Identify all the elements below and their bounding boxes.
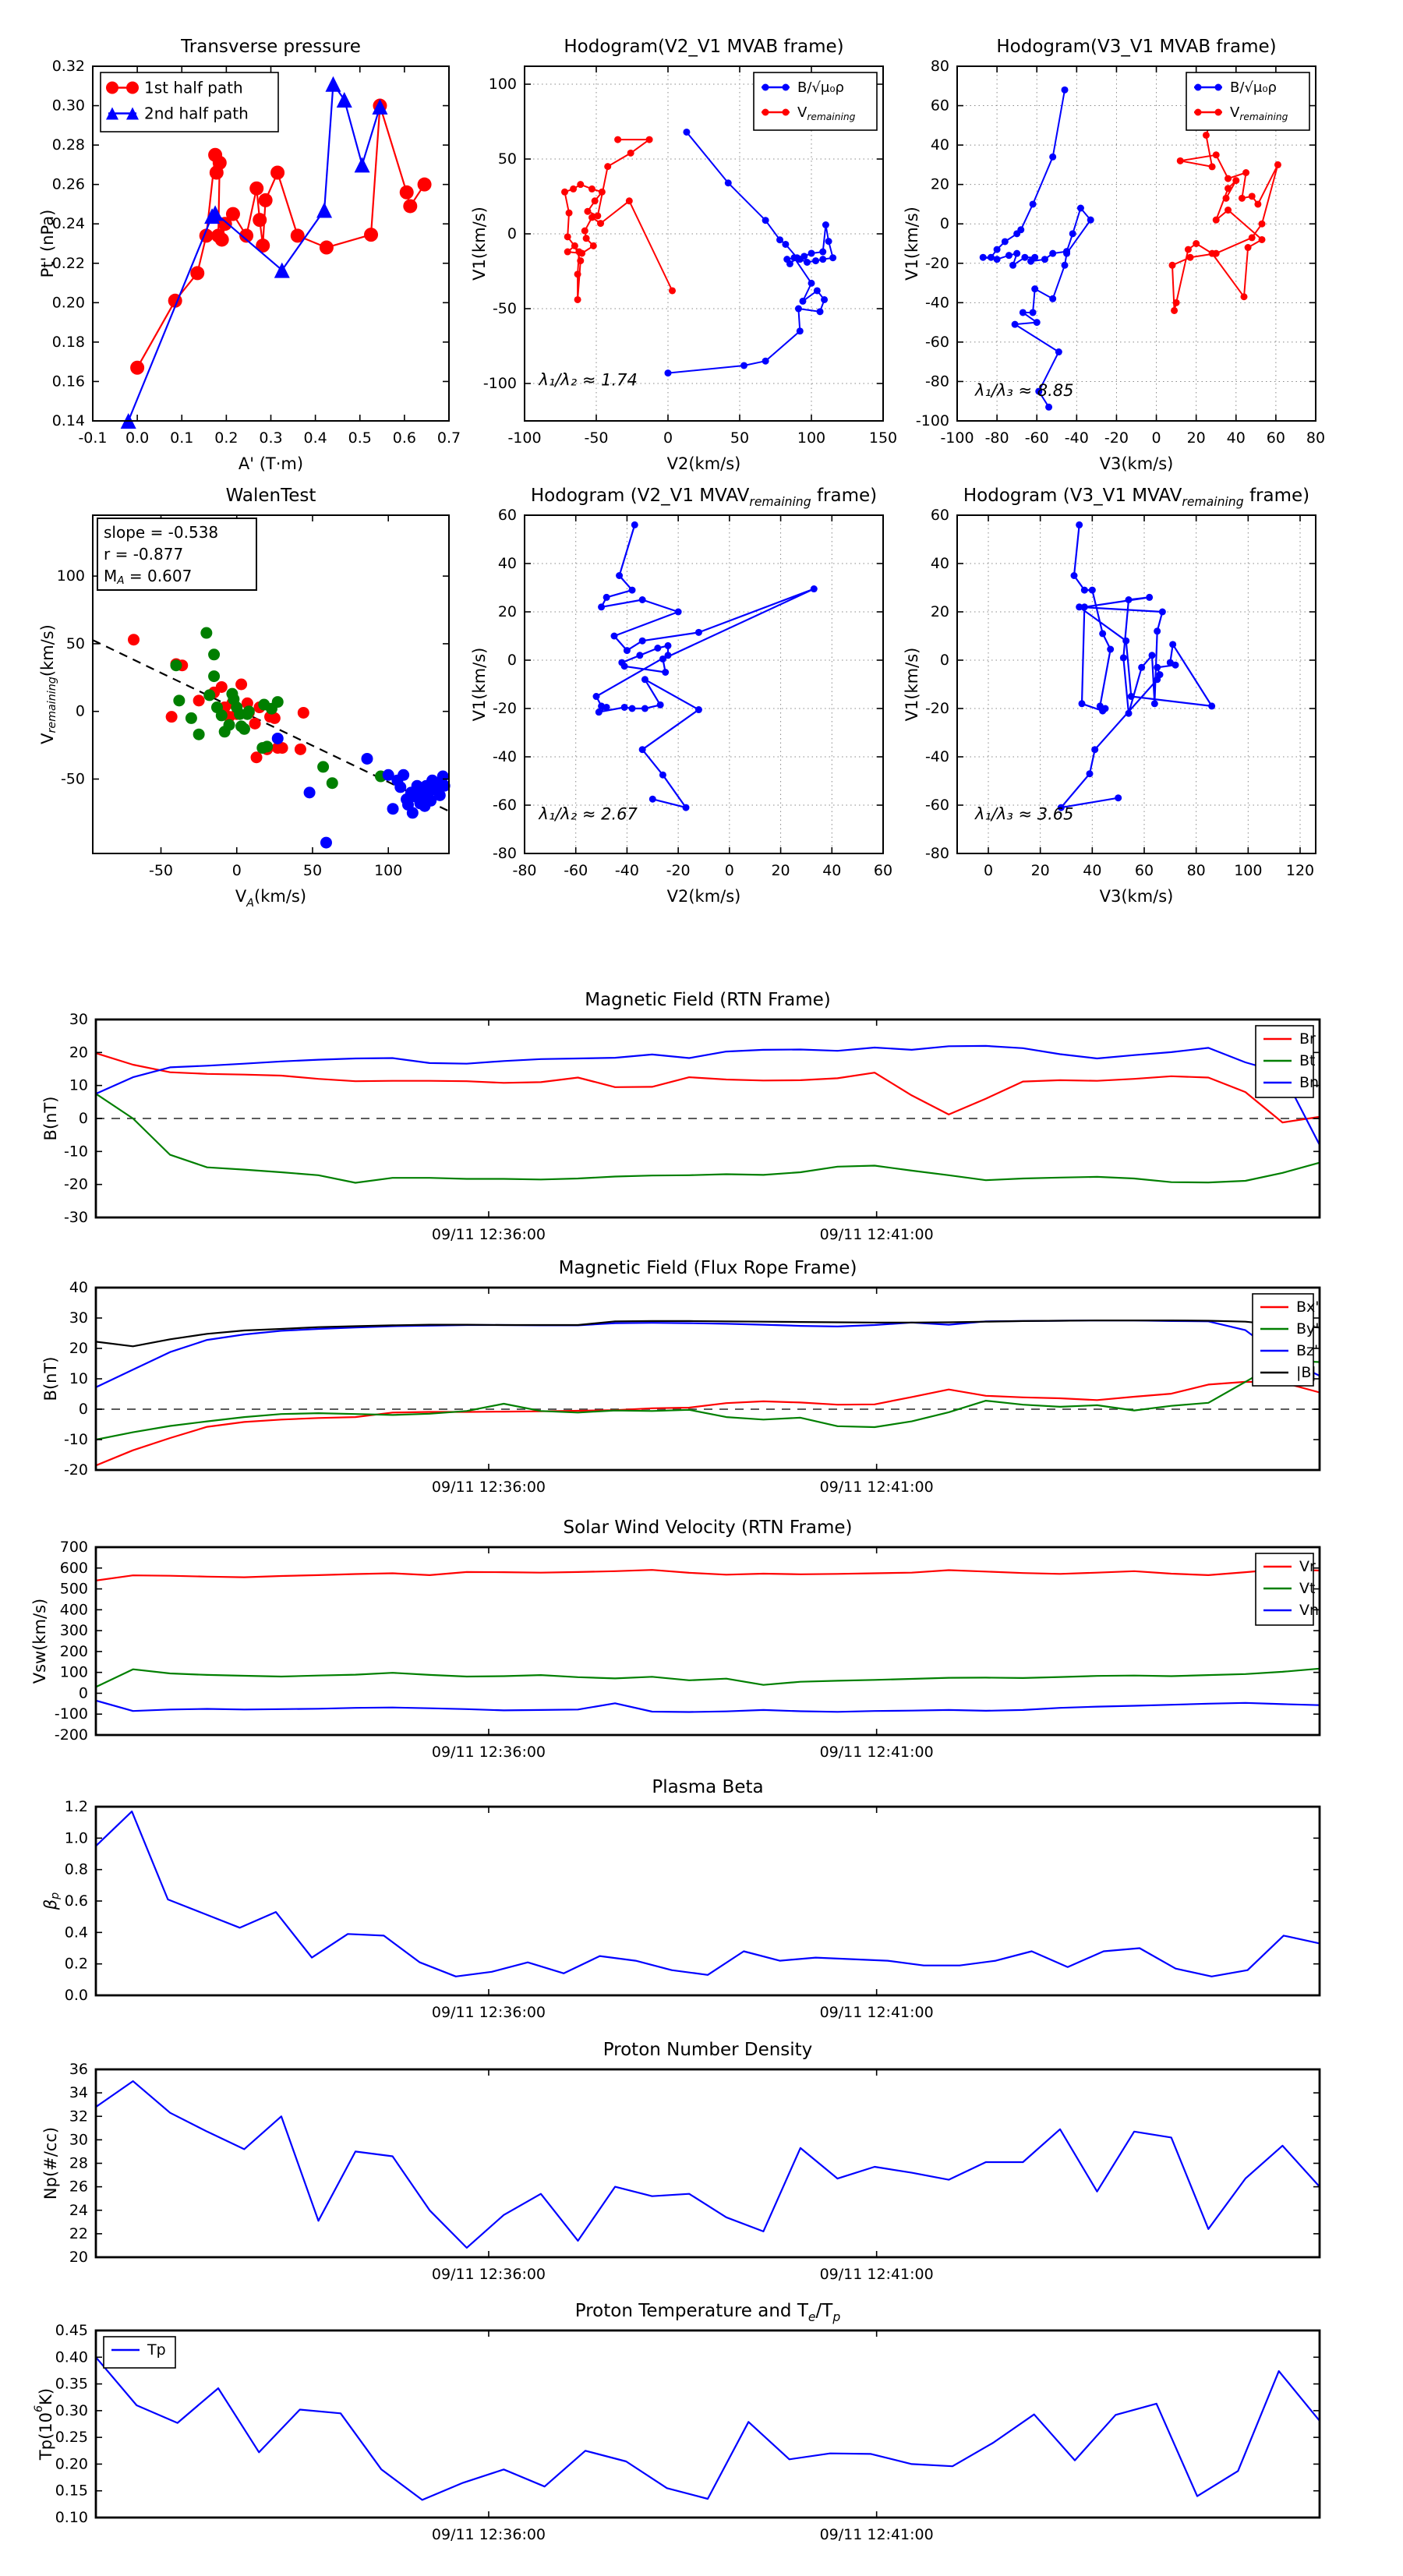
hodogram-v3v1-mvab-ylabel: V1(km/s) — [903, 207, 921, 281]
walen-test-xtick: 100 — [374, 862, 403, 879]
walen-test-xtick: -50 — [148, 862, 174, 879]
solar-wind-velocity-legend-label: Vn — [1299, 1602, 1320, 1619]
hodogram-v2v1-mvab-ytick: 100 — [488, 76, 517, 94]
walen-test-xtick: 50 — [302, 862, 323, 879]
walen-test-stats-line: r = -0.877 — [104, 545, 184, 564]
hodogram-v3v1-mvav-ytick: 40 — [930, 555, 949, 572]
hodogram-v3v1-mvav-ytick: 0 — [939, 652, 949, 669]
proton-temperature-title: Proton Temperature and $T_e/T_p$ — [574, 2301, 841, 2324]
hodogram-v3v1-mvab-ytick: 20 — [930, 175, 949, 193]
proton-number-density-ytick: 26 — [69, 2178, 88, 2196]
magnetic-field-flux-rope-legend — [1253, 1294, 1320, 1386]
proton-temperature-ytick: 0.45 — [55, 2322, 88, 2339]
solar-wind-velocity — [30, 1518, 1320, 1761]
hodogram-v3v1-mvav — [903, 486, 1316, 906]
magnetic-field-flux-rope-legend-label: Bx' — [1296, 1299, 1320, 1316]
transverse-pressure-xtick: 0.0 — [125, 429, 150, 447]
walen-test-stats-line: $M_A = 0.607$ — [104, 567, 193, 587]
proton-number-density-series-np — [96, 2081, 1320, 2248]
hodogram-v2v1-mvab-series-v-remaining — [561, 136, 676, 303]
hodogram-v3v1-mvab-xtick: -20 — [1104, 429, 1129, 447]
hodogram-v3v1-mvab-ytick: 40 — [930, 136, 949, 154]
transverse-pressure-ytick: 0.24 — [51, 215, 85, 233]
hodogram-v3v1-mvab-xtick: -60 — [1024, 429, 1049, 447]
transverse-pressure-xtick: 0.5 — [348, 429, 372, 447]
hodogram-v3v1-mvab-xlabel: V3(km/s) — [1099, 454, 1174, 473]
transverse-pressure-xtick: 0.7 — [436, 429, 461, 447]
solar-wind-velocity-ytick: 400 — [59, 1601, 88, 1619]
proton-temperature — [33, 2301, 1320, 2543]
hodogram-v2v1-mvav-title: Hodogram (V2_V1 $MVAV_{remaining}$ frame) — [530, 486, 878, 509]
magnetic-field-flux-rope — [41, 1258, 1320, 1496]
hodogram-v3v1-mvab-ytick: -80 — [924, 373, 949, 390]
transverse-pressure-xtick: 0.3 — [259, 429, 283, 447]
walen-test-title: WalenTest — [225, 486, 316, 506]
walen-test-xtick: 0 — [231, 862, 242, 879]
hodogram-v2v1-mvab-ylabel: V1(km/s) — [470, 207, 489, 281]
hodogram-v3v1-mvav-ytick: 20 — [930, 603, 949, 620]
hodogram-v2v1-mvav-ytick: 60 — [497, 507, 517, 524]
solar-wind-velocity-legend-label: Vt — [1299, 1580, 1316, 1597]
hodogram-v2v1-mvab-xtick: 100 — [797, 429, 826, 447]
hodogram-v3v1-mvab-legend — [1186, 72, 1309, 130]
hodogram-v3v1-mvab-ytick: 80 — [930, 58, 949, 75]
magnetic-field-rtn-ytick: 20 — [69, 1044, 88, 1062]
walen-test-ytick: 100 — [56, 567, 85, 585]
hodogram-v2v1-mvav-ylabel: V1(km/s) — [470, 647, 489, 722]
transverse-pressure-legend-label: 1st half path — [144, 78, 243, 97]
transverse-pressure-ytick: 0.20 — [51, 294, 85, 312]
walen-test-ylabel: $V_{remaining}(km/s)$ — [38, 624, 58, 744]
plasma-beta-xtick: 09/11 12:41:00 — [819, 2004, 934, 2021]
hodogram-v3v1-mvav-xtick: 80 — [1186, 862, 1206, 879]
hodogram-v3v1-mvab-ytick: -20 — [924, 254, 949, 272]
hodogram-v3v1-mvav-ytick: -20 — [924, 700, 949, 717]
hodogram-v3v1-mvab-ytick: -100 — [915, 412, 949, 429]
hodogram-v2v1-mvab-ytick: 50 — [497, 150, 517, 168]
transverse-pressure-ytick: 0.16 — [51, 373, 85, 390]
transverse-pressure-ytick: 0.14 — [51, 412, 85, 429]
solar-wind-velocity-series-vr — [96, 1569, 1320, 1581]
plasma-beta-ytick: 0.4 — [64, 1924, 88, 1942]
hodogram-v3v1-mvav-xtick: 20 — [1030, 862, 1050, 879]
plasma-beta-ytick: 1.0 — [64, 1829, 88, 1847]
hodogram-v3v1-mvav-annotation: λ₁/λ₃ ≈ 3.65 — [975, 804, 1074, 824]
walen-test-ytick: 0 — [75, 702, 85, 720]
magnetic-field-rtn-legend — [1256, 1026, 1319, 1097]
hodogram-v2v1-mvav-xlabel: V2(km/s) — [666, 887, 741, 906]
hodogram-v3v1-mvab-ytick: -60 — [924, 333, 949, 351]
plasma-beta-ytick: 1.2 — [64, 1798, 88, 1815]
hodogram-v3v1-mvab-xtick: 80 — [1306, 429, 1326, 447]
hodogram-v3v1-mvab-ytick: 60 — [930, 97, 949, 115]
transverse-pressure-ytick: 0.32 — [51, 58, 85, 75]
solar-wind-velocity-ytick: 700 — [59, 1539, 88, 1556]
magnetic-field-rtn-ytick: 0 — [78, 1110, 88, 1127]
transverse-pressure-ytick: 0.26 — [51, 175, 85, 193]
walen-test-ytick: -50 — [60, 770, 85, 788]
hodogram-v3v1-mvav-xtick: 100 — [1234, 862, 1263, 879]
transverse-pressure-legend-label: 2nd half path — [144, 104, 249, 123]
hodogram-v2v1-mvav-ytick: -60 — [492, 797, 517, 814]
transverse-pressure-xtick: 0.2 — [214, 429, 239, 447]
hodogram-v2v1-mvab-ytick: -50 — [492, 300, 517, 318]
magnetic-field-flux-rope-ylabel: B(nT) — [41, 1356, 60, 1401]
proton-number-density-ytick: 28 — [69, 2154, 88, 2172]
proton-temperature-ytick: 0.35 — [55, 2375, 88, 2393]
solar-wind-velocity-legend-label: Vr — [1299, 1558, 1316, 1575]
walen-test-xlabel: $V_A(km/s)$ — [235, 887, 307, 910]
proton-number-density-ytick: 30 — [69, 2131, 88, 2149]
solar-wind-velocity-xtick: 09/11 12:41:00 — [819, 1744, 934, 1761]
hodogram-v3v1-mvab-annotation: λ₁/λ₃ ≈ 8.85 — [975, 381, 1074, 401]
solar-wind-velocity-xtick: 09/11 12:36:00 — [431, 1744, 546, 1761]
transverse-pressure-title: Transverse pressure — [181, 37, 361, 57]
hodogram-v3v1-mvav-xtick: 120 — [1285, 862, 1315, 879]
proton-number-density-xtick: 09/11 12:36:00 — [431, 2266, 546, 2283]
hodogram-v2v1-mvab-xtick: 50 — [730, 429, 750, 447]
walen-test-ytick: 50 — [65, 634, 85, 652]
hodogram-v2v1-mvab-annotation: λ₁/λ₂ ≈ 1.74 — [539, 370, 638, 390]
magnetic-field-rtn-xtick: 09/11 12:36:00 — [431, 1226, 546, 1243]
hodogram-v2v1-mvav-xtick: 0 — [724, 862, 734, 879]
magnetic-field-rtn-series-bn — [96, 1046, 1320, 1145]
proton-temperature-ytick: 0.25 — [55, 2429, 88, 2447]
hodogram-v2v1-mvav-ytick: 20 — [497, 603, 517, 620]
hodogram-v2v1-mvav-xtick: 20 — [771, 862, 790, 879]
transverse-pressure-ylabel: Pt' (nPa) — [38, 209, 57, 278]
proton-temperature-ylabel: $Tp(10^6K)$ — [33, 2387, 55, 2461]
proton-number-density-ytick: 36 — [69, 2061, 88, 2078]
hodogram-v3v1-mvav-ytick: -40 — [924, 748, 949, 765]
magnetic-field-flux-rope-axes-border — [96, 1288, 1320, 1470]
magnetic-field-flux-rope-xtick: 09/11 12:36:00 — [431, 1479, 546, 1496]
solar-wind-velocity-series-vn — [96, 1701, 1320, 1712]
hodogram-v2v1-mvab-ytick: 0 — [507, 225, 517, 243]
plasma-beta-ytick: 0.0 — [64, 1987, 88, 2004]
proton-temperature-ytick: 0.30 — [55, 2401, 88, 2419]
walen-test-stats-box — [97, 518, 256, 590]
hodogram-v2v1-mvab-title: Hodogram(V2_V1 MVAB frame) — [564, 37, 844, 57]
hodogram-v3v1-mvav-xtick: 0 — [983, 862, 994, 879]
transverse-pressure-ytick: 0.18 — [51, 333, 85, 351]
hodogram-v3v1-mvav-xlabel: V3(km/s) — [1099, 887, 1174, 906]
solar-wind-velocity-ytick: 500 — [59, 1580, 88, 1598]
solar-wind-velocity-legend — [1256, 1553, 1319, 1625]
hodogram-v2v1-mvab-ytick: -100 — [482, 375, 517, 393]
hodogram-v3v1-mvab-xtick: -40 — [1064, 429, 1089, 447]
hodogram-v3v1-mvav-xtick: 40 — [1083, 862, 1102, 879]
hodogram-v2v1-mvab — [470, 37, 897, 473]
hodogram-v2v1-mvav-xtick: -20 — [666, 862, 691, 879]
solar-wind-velocity-ylabel: Vsw(km/s) — [30, 1598, 49, 1684]
magnetic-field-flux-rope-legend-label: By' — [1296, 1320, 1320, 1337]
solar-wind-velocity-ytick: 0 — [78, 1684, 88, 1702]
hodogram-v3v1-mvab-xtick: 20 — [1186, 429, 1206, 447]
plasma-beta-ylabel: $\beta_p$ — [41, 1892, 62, 1910]
proton-temperature-xtick: 09/11 12:41:00 — [819, 2526, 934, 2543]
hodogram-v3v1-mvav-ytick: -60 — [924, 797, 949, 814]
magnetic-field-flux-rope-ytick: 0 — [78, 1401, 88, 1418]
hodogram-v3v1-mvab-ytick: 0 — [939, 215, 949, 233]
proton-temperature-ytick: 0.10 — [55, 2509, 88, 2526]
hodogram-v2v1-mvav-annotation: λ₁/λ₂ ≈ 2.67 — [539, 804, 638, 824]
hodogram-v2v1-mvab-legend-label: B/√μ₀ρ — [797, 79, 844, 96]
hodogram-v3v1-mvab-xtick: 0 — [1151, 429, 1161, 447]
hodogram-v2v1-mvav — [470, 486, 892, 906]
hodogram-v2v1-mvav-ytick: 0 — [507, 652, 517, 669]
walen-test-stats-line: slope = -0.538 — [104, 523, 219, 542]
transverse-pressure-xlabel: A' (T·m) — [238, 454, 304, 473]
transverse-pressure-series-1st-half-path — [130, 99, 431, 375]
proton-number-density-ylabel: Np(#/cc) — [41, 2126, 60, 2200]
hodogram-v3v1-mvab-ytick: -40 — [924, 294, 949, 312]
hodogram-v2v1-mvab-xlabel: V2(km/s) — [666, 454, 741, 473]
plasma-beta-ytick: 0.6 — [64, 1892, 88, 1910]
hodogram-v2v1-mvav-xtick: 40 — [822, 862, 842, 879]
magnetic-field-flux-rope-legend-label: |B| — [1296, 1364, 1316, 1381]
magnetic-field-rtn-ytick: -10 — [63, 1143, 88, 1161]
solar-wind-velocity-ytick: -200 — [54, 1726, 88, 1744]
proton-temperature-axes-border — [96, 2330, 1320, 2518]
proton-number-density-ytick: 34 — [69, 2084, 88, 2102]
magnetic-field-rtn-legend-label: Br — [1299, 1030, 1316, 1048]
plasma-beta-ytick: 0.8 — [64, 1860, 88, 1878]
hodogram-v2v1-mvav-ytick: -40 — [492, 748, 517, 765]
transverse-pressure-xtick: 0.1 — [170, 429, 194, 447]
magnetic-field-rtn-xtick: 09/11 12:41:00 — [819, 1226, 934, 1243]
proton-temperature-ytick: 0.20 — [55, 2455, 88, 2473]
magnetic-field-rtn-ytick: 10 — [69, 1076, 88, 1094]
solar-wind-velocity-ytick: 600 — [59, 1559, 88, 1577]
transverse-pressure-ytick: 0.28 — [51, 136, 85, 154]
proton-temperature-legend-label: Tp — [147, 2341, 166, 2359]
hodogram-v2v1-mvav-ytick: -80 — [492, 845, 517, 862]
hodogram-v3v1-mvab-title: Hodogram(V3_V1 MVAB frame) — [996, 37, 1277, 57]
magnetic-field-rtn-ytick: -30 — [63, 1209, 88, 1226]
hodogram-v2v1-mvav-xtick: 60 — [873, 862, 893, 879]
hodogram-v2v1-mvav-xtick: -80 — [512, 862, 537, 879]
hodogram-v2v1-mvav-series-v-path — [593, 521, 818, 811]
transverse-pressure-xtick: 0.6 — [392, 429, 416, 447]
magnetic-field-flux-rope-ytick: 20 — [69, 1340, 88, 1357]
magnetic-field-flux-rope-ytick: -10 — [63, 1431, 88, 1448]
hodogram-v3v1-mvav-title: Hodogram (V3_V1 $MVAV_{remaining}$ frame) — [963, 486, 1310, 509]
plasma-beta-xtick: 09/11 12:36:00 — [431, 2004, 546, 2021]
magnetic-field-rtn-legend-label: Bt — [1299, 1052, 1316, 1069]
hodogram-v3v1-mvav-ytick: -80 — [924, 845, 949, 862]
hodogram-v3v1-mvab-xtick: 60 — [1266, 429, 1285, 447]
hodogram-v3v1-mvav-series-v-path — [1058, 521, 1215, 811]
magnetic-field-rtn-ylabel: B(nT) — [41, 1096, 60, 1141]
magnetic-field-flux-rope-ytick: -20 — [63, 1461, 88, 1479]
hodogram-v3v1-mvav-ytick: 60 — [930, 507, 949, 524]
hodogram-v3v1-mvab-xtick: -100 — [940, 429, 974, 447]
hodogram-v3v1-mvab-xtick: 40 — [1226, 429, 1246, 447]
magnetic-field-rtn-series-br — [96, 1053, 1320, 1122]
hodogram-v2v1-mvav-ytick: 40 — [497, 555, 517, 572]
magnetic-field-flux-rope-xtick: 09/11 12:41:00 — [819, 1479, 934, 1496]
proton-number-density-ytick: 20 — [69, 2249, 88, 2266]
transverse-pressure-xtick: -0.1 — [78, 429, 108, 447]
proton-number-density-ytick: 32 — [69, 2108, 88, 2125]
magnetic-field-flux-rope-ytick: 30 — [69, 1309, 88, 1327]
hodogram-v2v1-mvab-xtick: 150 — [868, 429, 898, 447]
solar-wind-velocity-ytick: 300 — [59, 1622, 88, 1640]
hodogram-v2v1-mvab-xtick: 0 — [663, 429, 673, 447]
magnetic-field-rtn-ytick: 30 — [69, 1011, 88, 1028]
plasma-beta-series-beta-p — [96, 1811, 1320, 1977]
hodogram-v2v1-mvav-axes-border — [525, 515, 883, 853]
proton-number-density-ytick: 24 — [69, 2201, 88, 2219]
proton-number-density-xtick: 09/11 12:41:00 — [819, 2266, 934, 2283]
magnetic-field-rtn-legend-label: Bn — [1299, 1074, 1320, 1091]
proton-number-density-ytick: 22 — [69, 2224, 88, 2242]
proton-temperature-ytick: 0.40 — [55, 2348, 88, 2366]
proton-temperature-legend — [104, 2337, 175, 2368]
hodogram-v3v1-mvab-legend-label: B/√μ₀ρ — [1230, 79, 1277, 96]
hodogram-v3v1-mvav-ylabel: V1(km/s) — [903, 647, 921, 722]
solar-wind-velocity-ytick: -100 — [54, 1705, 88, 1723]
magnetic-field-rtn-ytick: -20 — [63, 1175, 88, 1193]
hodogram-v2v1-mvav-xtick: -40 — [614, 862, 639, 879]
hodogram-v2v1-mvab-xtick: -50 — [584, 429, 609, 447]
hodogram-v2v1-mvab-legend — [754, 72, 877, 130]
hodogram-v2v1-mvav-xtick: -60 — [564, 862, 588, 879]
proton-temperature-ytick: 0.15 — [55, 2482, 88, 2500]
proton-number-density — [41, 2040, 1320, 2283]
hodogram-v2v1-mvab-xtick: -100 — [507, 429, 542, 447]
magnetic-field-flux-rope-ytick: 40 — [69, 1279, 88, 1296]
transverse-pressure — [38, 37, 461, 473]
magnetic-field-rtn-series-bt — [96, 1094, 1320, 1182]
solar-wind-velocity-title: Solar Wind Velocity (RTN Frame) — [563, 1518, 853, 1538]
magnetic-field-flux-rope-ytick: 10 — [69, 1370, 88, 1387]
plasma-beta-axes-border — [96, 1807, 1320, 1995]
proton-number-density-axes-border — [96, 2069, 1320, 2257]
magnetic-field-rtn-title: Magnetic Field (RTN Frame) — [585, 990, 831, 1010]
transverse-pressure-xtick: 0.4 — [303, 429, 327, 447]
proton-number-density-title: Proton Number Density — [603, 2040, 813, 2060]
hodogram-v3v1-mvav-xtick: 60 — [1134, 862, 1154, 879]
magnetic-field-flux-rope-series-bx- — [96, 1382, 1320, 1465]
proton-temperature-series-tp — [96, 2357, 1320, 2500]
magnetic-field-flux-rope-title: Magnetic Field (Flux Rope Frame) — [558, 1258, 857, 1278]
hodogram-v3v1-mvab — [903, 37, 1325, 473]
hodogram-v2v1-mvav-ytick: -20 — [492, 700, 517, 717]
solar-wind-velocity-ytick: 200 — [59, 1642, 88, 1660]
solar-wind-velocity-series-vt — [96, 1669, 1320, 1687]
plasma-beta-title: Plasma Beta — [652, 1777, 764, 1797]
magnetic-field-flux-rope-series-by- — [96, 1361, 1320, 1440]
proton-temperature-xtick: 09/11 12:36:00 — [431, 2526, 546, 2543]
hodogram-v3v1-mvab-legend-label: $V_{remaining}$ — [1230, 104, 1288, 122]
hodogram-v3v1-mvab-xtick: -80 — [984, 429, 1009, 447]
hodogram-v2v1-mvab-series-b-sqrt-mu0-rho- — [665, 129, 837, 376]
magnetic-field-flux-rope-legend-label: Bz' — [1296, 1342, 1319, 1359]
hodogram-v2v1-mvab-legend-label: $V_{remaining}$ — [797, 104, 856, 122]
magnetic-field-rtn — [41, 990, 1320, 1243]
solar-wind-velocity-ytick: 100 — [59, 1663, 88, 1681]
transverse-pressure-ytick: 0.30 — [51, 97, 85, 115]
magnetic-field-flux-rope-series-bz- — [96, 1320, 1320, 1387]
transverse-pressure-legend — [101, 72, 278, 132]
transverse-pressure-ytick: 0.22 — [51, 254, 85, 272]
walen-test — [38, 486, 451, 910]
plasma-beta-ytick: 0.2 — [64, 1955, 88, 1973]
plasma-beta — [41, 1777, 1320, 2021]
